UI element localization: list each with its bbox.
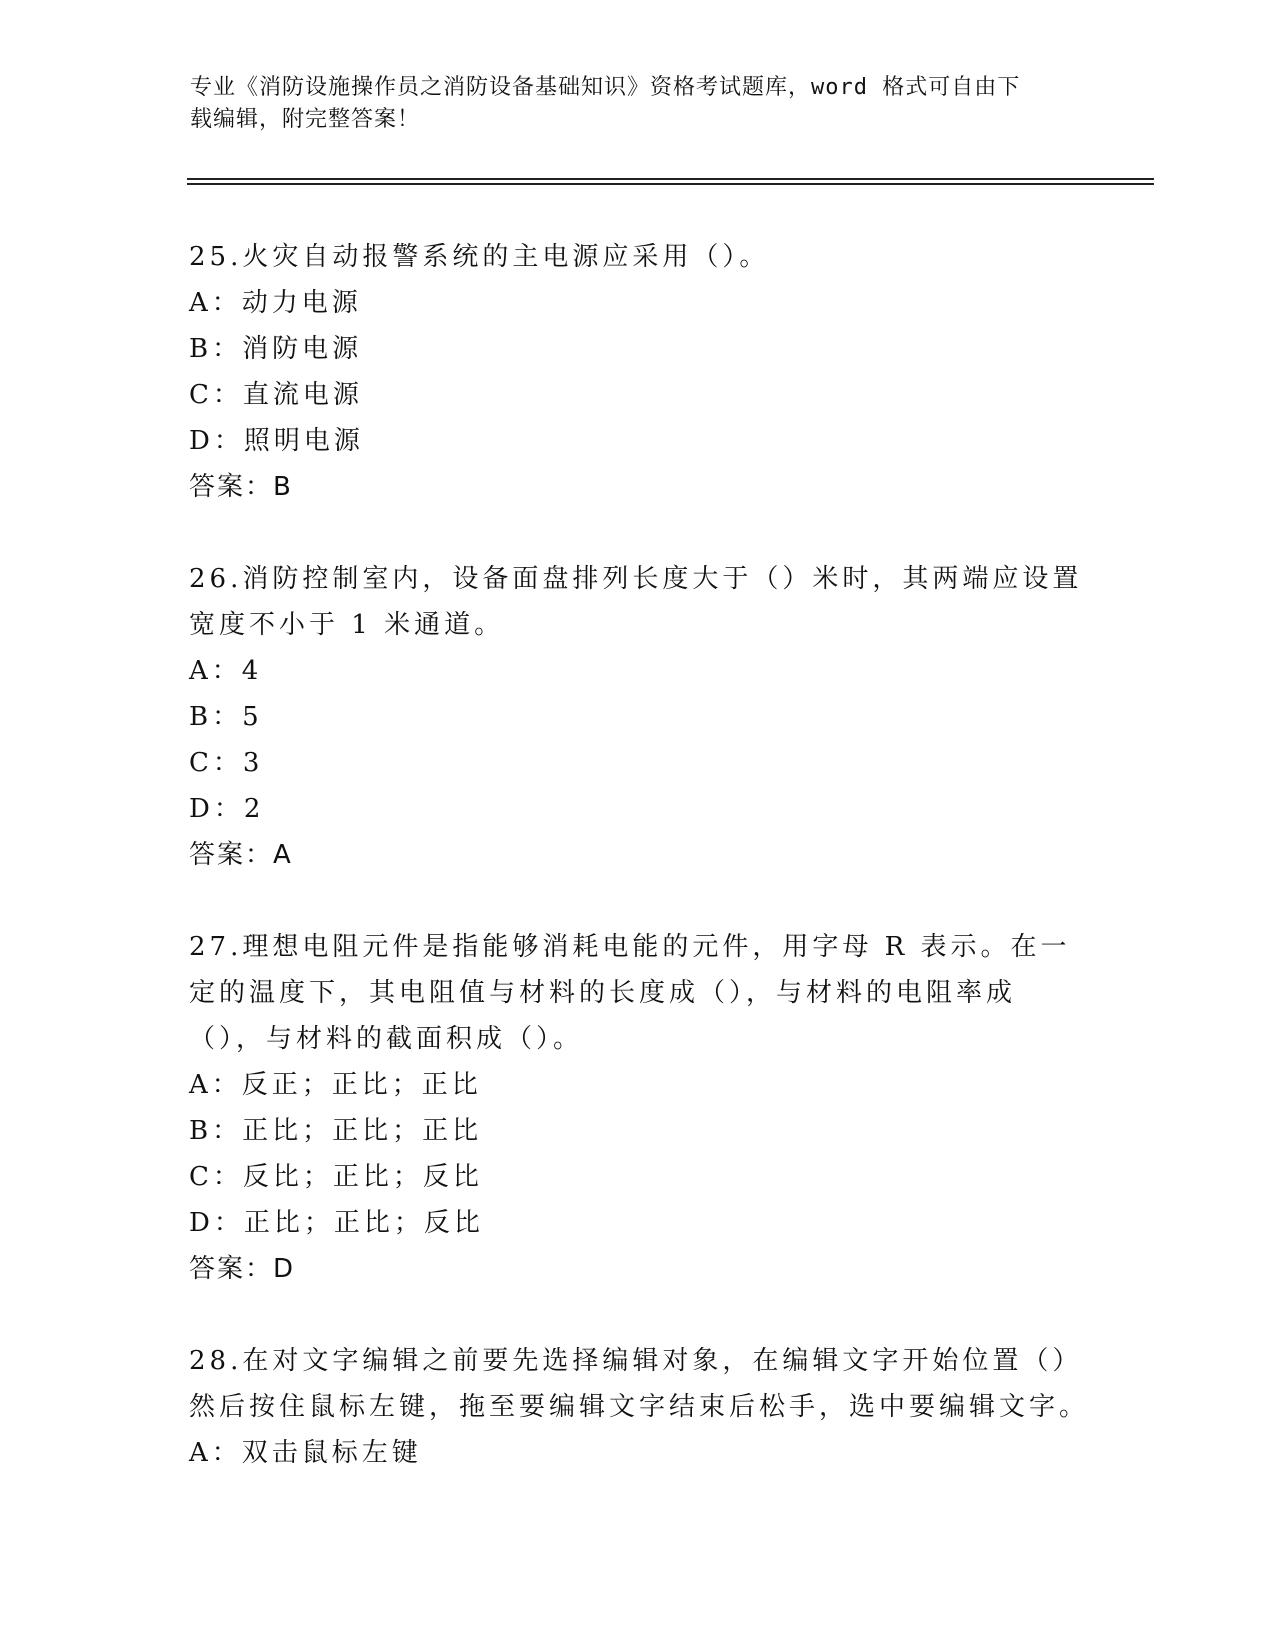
option-a: A：4 (189, 656, 263, 686)
question-25 (189, 234, 1089, 510)
option-d: D：正比；正比；反比 (189, 1208, 484, 1238)
header-divider-top (187, 178, 1154, 180)
option-b: B：消防电源 (189, 334, 363, 364)
option-c: C：直流电源 (189, 380, 363, 410)
option-a: A：动力电源 (189, 288, 362, 318)
option-d: D：2 (189, 794, 265, 824)
question-27 (189, 924, 1089, 1292)
header-line-2: 载编辑，附完整答案！ (190, 107, 421, 132)
option-a: A：双击鼠标左键 (189, 1438, 422, 1468)
question-text: 28.在对文字编辑之前要先选择编辑对象，在编辑文字开始位置（）然后按住鼠标左键，拖至要编辑文字结束后松手，选中要编辑文字。 (189, 1346, 1090, 1422)
header-line-1: 专业《消防设施操作员之消防设备基础知识》资格考试题库，word 格式可自由下 (190, 75, 1021, 100)
answer-label: 答案：B (189, 472, 293, 502)
option-c: C：3 (189, 748, 264, 778)
option-d: D：照明电源 (189, 426, 364, 456)
option-c: C：反比；正比；反比 (189, 1162, 483, 1192)
question-text: 27.理想电阻元件是指能够消耗电能的元件，用字母 R 表示。在一定的温度下，其电阻值与材料的长度成（），与材料的电阻率成（），与材料的截面积成（）。 (189, 932, 1071, 1054)
document-header (190, 72, 1090, 136)
header-divider-bottom (187, 183, 1154, 185)
question-text: 25.火灾自动报警系统的主电源应采用（）。 (189, 242, 770, 272)
option-a: A：反正；正比；正比 (189, 1070, 482, 1100)
answer-label: 答案：A (189, 840, 293, 870)
question-26 (189, 556, 1089, 878)
question-28 (189, 1338, 1089, 1476)
question-text: 26.消防控制室内，设备面盘排列长度大于（）米时，其两端应设置宽度不小于 1 米通道。 (189, 564, 1083, 640)
option-b: B：5 (189, 702, 263, 732)
question-list (189, 234, 1089, 1522)
answer-label: 答案：D (189, 1254, 296, 1284)
option-b: B：正比；正比；正比 (189, 1116, 483, 1146)
